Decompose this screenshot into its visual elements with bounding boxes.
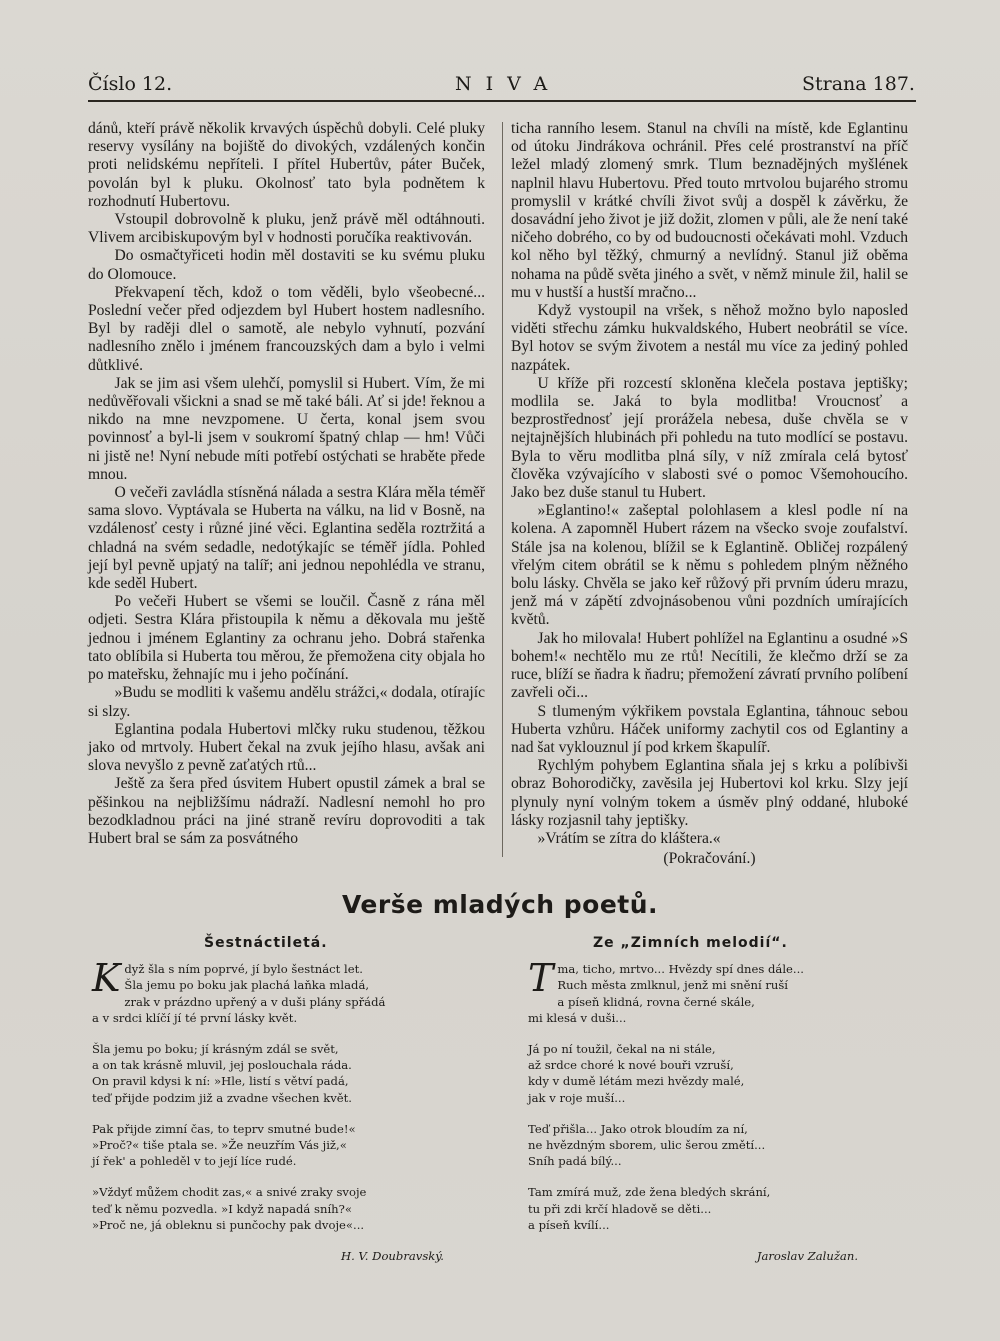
masthead-title: NIVA [455,73,562,95]
verse-line: ne hvězdným sborem, ulic šerou změtí... [528,1138,766,1153]
paragraph: Jak se jim asi všem ulehčí, pomyslil si Hubert. Vím, že mi nedůvěřovali všickni a snad se mě také báli. Ať si jde! řeknou a nikdo na mne nevzpomene. U čerta, konal jsem svou povinnosť a byl-li jsem v soukromí špatný chlap — hm! Vůči ni jistě ne! Nyní nebude míti potřebí ostýchati se hraběte přede mnou. [88,374,485,483]
verse-line: teď přijde podzim již a zvadne všechen květ. [92,1090,352,1105]
poem-author: Jaroslav Zalužan. [756,1249,858,1264]
paragraph: »Budu se modliti k vašemu andělu strážci,« dodala, otírajíc si slzy. [88,684,485,720]
verse-line: mi klesá v duši... [528,1010,627,1025]
stanza [92,956,492,1026]
stanza [528,1041,908,1106]
verse-line: jí řek' a pohleděl v to její líce rudé. [92,1154,297,1169]
paragraph: »Vrátím se zítra do kláštera.« [537,829,721,847]
verse-line: zrak v prázdno upřený a v duši plány spřádá [124,994,386,1009]
verse-line: Sníh padá bílý... [528,1154,622,1169]
verse-line: a v srdci klíčí jí té první lásky květ. [92,1010,298,1025]
poem-zimni-melodie [528,935,908,1264]
verse-line: dyž šla s ním poprvé, jí bylo šestnáct let. [124,962,363,977]
verse-line: až srdce choré k nové bouři vzruší, [528,1058,734,1073]
paragraph: O večeři zavládla stísněná nálada a sestra Klára měla téměř sama slovo. Vyptávala se Huberta na válku, na lid v Bosně, na vzdálenosť cesty i různé jiné věci. Eglantina seděla roztržitá a chladná na svém sedadle, nedotýkajíc se téměř jídla. Pohled její byl pevně upjatý na talíř; ani jednou nepohlédla ve stranu, kde seděl Hubert. [88,484,485,593]
verse-line: teď k němu pozvedla. »I když napadá sníh?« [92,1201,352,1216]
verse-line: »Proč ne, já obleknu si punčochy pak dvoje«... [92,1217,365,1232]
verse-line: a píseň klidná, rovna černé skále, [557,994,755,1009]
paragraph: Eglantina podala Hubertovi mlčky ruku studenou, těžkou jako od mrtvoly. Hubert čekal na zvuk jejího hlasu, avšak ani slova nevyšlo z pevně zaťatých rtů... [88,720,485,775]
poem-body [92,956,492,1233]
paragraph: S tlumeným výkřikem povstala Eglantina, táhnouc sebou Huberta vzhůru. Háček uniformy zachytil cos od Eglantiny a nad šat vyklouznul jí pod krkem škapulíř. [511,702,908,756]
stanza [92,1184,492,1233]
paragraph: Vstoupil dobrovolně k pluku, jenž právě měl odtáhnouti. Vlivem arcibiskupovým byl v hodnosti poručíka reaktivován. [88,211,485,247]
stanza [528,956,908,1026]
stanza [528,1184,908,1233]
paragraph: Když vystoupil na vršek, s něhož možno bylo naposled viděti střechu zámku hukvaldského, Hubert neobrátil se více. Byl hotov se svým životem a nestál mu více za jediný pohled nazpátek. [511,302,908,374]
paragraph: Po večeři Hubert se všemi se loučil. Časně z rána měl odjeti. Sestra Klára přistoupila k němu a děkovala mu ještě jednou i jménem Eglantiny za ochranu jeho. Dobrá stařenka tato oblíbila si Huberta tou měrou, že přemožena city objala ho po mateřsku, žehnajíc mu i jeho počínání. [88,593,485,684]
verse-line: jak v roje muší... [528,1090,626,1105]
paragraph: Do osmačtyřiceti hodin měl dostaviti se ku svému pluku do Olomouce. [88,247,485,283]
column-divider [502,122,503,857]
header-rule [88,100,916,102]
issue-number: Číslo 12. [88,73,173,95]
verse-line: Šla jemu po boku; jí krásným zdál se svět, [92,1042,339,1057]
poem-body [528,956,908,1233]
verse-line: a on tak krásně mluvil, jej poslouchala ráda. [92,1058,352,1073]
verse-line: »Vždyť můžem chodit zas,« a snivé zraky svoje [92,1185,367,1200]
verse-line: tu při zdi krčí hladově se děti... [528,1201,712,1216]
verse-line: Šla jemu po boku jak plachá laňka mladá, [124,978,370,993]
verse-line: On pravil kdysi k ní: »Hle, listí s větví padá, [92,1074,349,1089]
verse-line: »Proč?« tiše ptala se. »Že neuzřím Vás již,« [92,1138,347,1153]
paragraph: Ještě za šera před úsvitem Hubert opustil zámek a bral se pěšinkou na nejbližšímu nádraží. Nadlesní nemohl ho pro bezodkladnou práci na jiné straně revíru doprovoditi a tak Hubert bral se sám za posvátného [88,775,485,847]
verse-line: Ruch města zmlknul, jenž mi snění ruší [557,978,789,993]
verse-line: a píseň kvílí... [528,1217,610,1232]
left-text-column [88,120,485,848]
verse-line: ma, ticho, mrtvo... Hvězdy spí dnes dále... [557,962,804,977]
paragraph: Jak ho milovala! Hubert pohlížel na Eglantinu a osudné »S bohem!« nechtělo mu ze rtů! Necítili, že klečmo drží se za ruce, blíží se ňadra k ňadru; přemožení závratí prvního políbení zavřeli oči... [511,629,908,702]
poem-author: H. V. Doubravský. [340,1249,444,1264]
verse-line: Tam zmírá muž, zde žena bledých skrání, [528,1185,771,1200]
stanza [92,1121,492,1170]
poem-sestnactileta [92,935,492,1264]
poem-title: Šestnáctiletá. [204,935,328,951]
paragraph: »Eglantino!« zašeptal polohlasem a klesl podle ní na kolena. A zapomněl Hubert rázem na všecko svoje zoufalství. Stále jsa na kolenou, blížil se k Eglantině. Obličej rozpálený vřelým citem obrátil se k němu s pohledem plným něžného bolu lásky. Chvěla se jako keř růžový při prvním úderu mrazu, jenž má v zápětí zdvojnásobenou vůni pozdních umírajících květů. [511,502,908,629]
stanza [92,1041,492,1106]
page-number: Strana 187. [802,73,915,95]
paragraph: Překvapení těch, kdož o tom věděli, bylo všeobecné... Poslední večer před odjezdem byl Hubert hostem nadlesního. Byl by raději dlel o samotě, ale nebylo vyhnutí, pozvání nadlesního znělo i jménem francouzských dam a bylo i velmi důtklivé. [88,283,485,374]
paragraph: U kříže při rozcestí skloněna klečela postava jeptišky; modlila se. Jaká to byla modlitba! Vroucnosť a bezprostřednosť její prorážela nebesa, duše chvěla se v nejtajnějších hlubinách při pohledu na tuto modlící se postavu. Byla to věru modlitba plná síly, v níž zmírala celá bytosť člověka vzývajícího v slabosti své o pomoc Všemohoucího. Jako bez duše stanul tu Hubert. [511,374,908,502]
section-title: Verše mladých poetů. [341,890,659,919]
paragraph: Rychlým pohybem Eglantina sňala jej s krku a políbivši obraz Bohorodičky, zavěsila jej Hubertovi kol krku. Slzy její plynuly nyní volným tokem a úsměv plný oddané, hluboké lásky rozjasnil tahy jeptišky. [511,757,908,829]
continued-note: (Pokračování.) [663,850,756,868]
verse-line: Pak přijde zimní čas, to teprv smutné bude!« [92,1121,356,1136]
verse-line: Já po ní toužil, čekal na ni stále, [528,1042,716,1057]
right-text-column [511,120,908,868]
drop-cap: T [528,956,554,1001]
paragraph: ticha ranního lesem. Stanul na chvíli na místě, kde Eglantinu od útoku Jindrákova ochránil. Přes celé prostranství na příč ležel mladý zlomený smrk. Tlum beznadějných myšlének naplnil hlavu Hubertovu. Před touto mrtvolou bujarého stromu promyslil v krátké chvíli život svůj a dospěl k závěrku, že dosavádní jeho život je již dožit, zlomen v půli, ale že není také ničeho dobrého, co by od budoucnosti očekávati mohl. Vzduch kol něho byl těžký, chmurný a nevlídný. Stanul již oběma nohama na půdě světa jiného a svět, v němž minule žil, halil se mu v hustší a hustší mračno... [511,120,908,301]
verse-line: kdy v dumě létám mezi hvězdy malé, [528,1074,745,1089]
drop-cap: K [92,956,121,1001]
poem-title: Ze „Zimních melodií“. [593,935,788,951]
verse-line: Teď přišla... Jako otrok bloudím za ní, [528,1121,748,1136]
stanza [528,1121,908,1170]
paragraph: dánů, kteří právě několik krvavých úspěchů dobyli. Celé pluky reservy vysílány na bojiště do divokých, vzdálených končin proti nelidskému nepříteli. I přítel Hubertův, páter Buček, povolán byl k pluku. Okolnosť tato byla podnětem k rozhodnutí Hubertovu. [88,120,485,210]
